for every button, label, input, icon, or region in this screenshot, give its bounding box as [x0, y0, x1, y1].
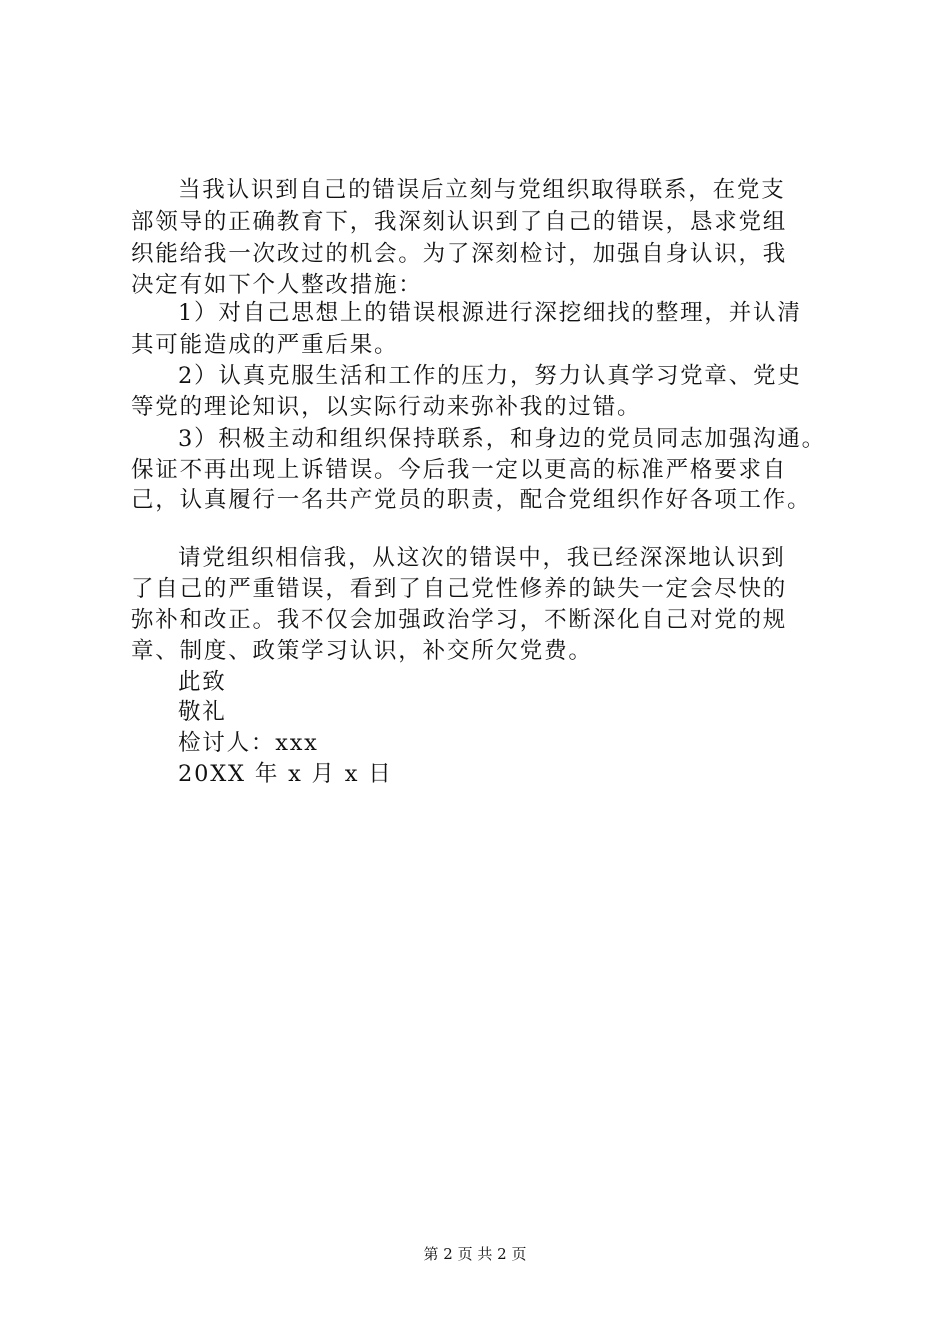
- text-line: 当我认识到自己的错误后立刻与党组织取得联系，在党支: [178, 177, 786, 203]
- page-number-footer: 第 2 页 共 2 页: [423, 1245, 527, 1263]
- text-line: 3）积极主动和组织保持联系，和身边的党员同志加强沟通。: [178, 426, 826, 452]
- text-line: 章、制度、政策学习认识，补交所欠党费。: [131, 638, 593, 664]
- signer-line: 检讨人：xxx: [178, 730, 319, 756]
- date-line: 20XX 年 x 月 x 日: [178, 761, 393, 787]
- text-line: 请党组织相信我，从这次的错误中，我已经深深地认识到: [178, 545, 786, 571]
- text-line: 其可能造成的严重后果。: [131, 332, 399, 358]
- text-line: 保证不再出现上诉错误。今后我一定以更高的标准严格要求自: [131, 457, 788, 483]
- text-line: 2）认真克服生活和工作的压力，努力认真学习党章、党史: [178, 363, 802, 389]
- text-line: 弥补和改正。我不仅会加强政治学习，不断深化自己对党的规: [131, 607, 788, 633]
- text-line: 等党的理论知识，以实际行动来弥补我的过错。: [131, 394, 642, 420]
- text-line: 己，认真履行一名共产党员的职责，配合党组织作好各项工作。: [131, 487, 812, 513]
- salutation-line: 敬礼: [178, 699, 227, 725]
- text-line: 部领导的正确教育下，我深刻认识到了自己的错误，恳求党组: [131, 209, 788, 235]
- salutation-line: 此致: [178, 669, 227, 695]
- text-line: 决定有如下个人整改措施：: [131, 272, 423, 298]
- text-line: 了自己的严重错误，看到了自己党性修养的缺失一定会尽快的: [131, 576, 788, 602]
- text-line: 织能给我一次改过的机会。为了深刻检讨，加强自身认识，我: [131, 241, 788, 267]
- text-line: 1）对自己思想上的错误根源进行深挖细找的整理，并认清: [178, 300, 802, 326]
